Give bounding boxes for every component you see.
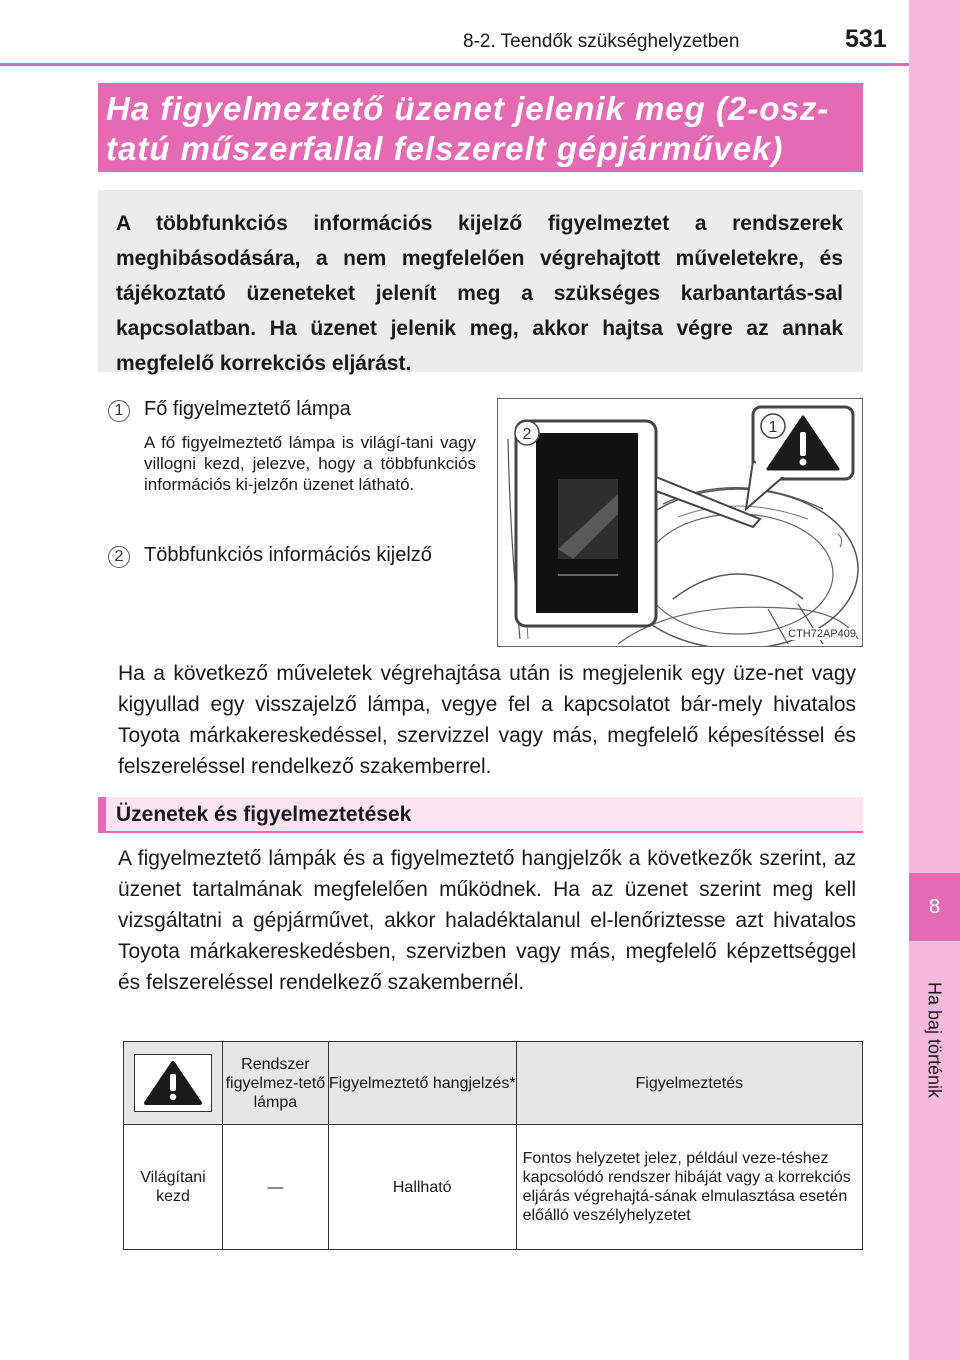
paragraph-contact-dealer: Ha a következő műveletek végrehajtása után is megjelenik egy üze-net vagy kigyullad egy visszajelző lámpa, vegye fel a kapcsolatot bár-mely hivatalos Toyota márkakereskedéssel, szervizzel vagy más, megfelelő képesítéssel és felszereléssel rendelkező szakemberrel. (118, 662, 856, 778)
chapter-label-wrap (916, 970, 952, 1110)
table-cell-lamp: — (222, 1125, 328, 1250)
table-header-warning: Figyelmeztetés (516, 1042, 862, 1125)
intro-text: A többfunkciós információs kijelző figyelmeztet a rendszerek meghibásodására, a nem megfelelően végrehajtott műveletekre, és tájékoztató üzeneteket jelenít meg a szükséges karbantartás-sal kapcsolatban. Ha üzenet jelenik meg, akkor hajtsa végre az annak megfelelő korrekciós eljárást. (116, 212, 843, 375)
subtitle-rule (98, 831, 863, 833)
item-number-2: 2 (108, 546, 130, 568)
warning-icon-box (134, 1054, 212, 1112)
callout-2: 2 (522, 426, 532, 443)
title-line-2: tatú műszerfallal felszerelt gépjárművek) (106, 130, 784, 167)
illustration-code: CTH72AP409 (788, 628, 856, 640)
dashboard-drawing (498, 399, 863, 647)
item-title-1: Fő figyelmeztető lámpa (144, 398, 351, 420)
item-title-2: Többfunkciós információs kijelző (144, 544, 432, 566)
paragraph-warnings: A figyelmeztető lámpák és a figyelmeztető hangjelzők a következők szerint, az üzenet tartalmának megfelelően működnek. Ha az üzenet szerint meg kell vizsgáltatni a gépjárművet, akkor haladéktalanul el-lenőriztesse azt hivatalos Toyota márkakereskedésben, szervizben vagy más, megfelelő képzettséggel és felszereléssel rendelkező szakembernél. (118, 847, 856, 994)
table-header-icon-cell (124, 1042, 223, 1125)
title-box (98, 83, 863, 172)
dashboard-illustration (497, 398, 863, 647)
section-heading: 8-2. Teendők szükséghelyzetben (463, 31, 740, 52)
subtitle-box (98, 797, 863, 833)
title-line-1: Ha figyelmeztető üzenet jelenik meg (2-osz- (106, 90, 830, 127)
warning-table (123, 1041, 863, 1250)
table-header-row (124, 1042, 863, 1125)
table-cell-state: Világítani kezd (124, 1125, 223, 1250)
table-header-lamp: Rendszer figyelmez-tető lámpa (222, 1042, 328, 1125)
header-rule (0, 63, 909, 66)
chapter-number: 8 (928, 895, 941, 918)
subtitle-text: Üzenetek és figyelmeztetések (116, 803, 412, 826)
table-cell-warning: Fontos helyzetet jelez, például veze-téshez kapcsolódó rendszer hibáját vagy a korrekciós eljárás végrehajtá-sának elmulasztása esetén előálló veszélyhelyzetet (516, 1125, 862, 1250)
table-header-buzzer: Figyelmeztető hangjelzés* (328, 1042, 516, 1125)
chapter-side-tab (909, 0, 960, 1360)
item-number-1: 1 (108, 400, 130, 422)
table-cell-buzzer: Hallható (328, 1125, 516, 1250)
warning-triangle-icon (140, 1058, 206, 1108)
chapter-label: Ha baj történik (924, 981, 945, 1099)
page-number: 531 (845, 25, 887, 53)
intro-box (98, 190, 863, 375)
chapter-number-box (909, 873, 960, 941)
item-description-1: A fő figyelmeztető lámpa is világí-tani vagy villogni kezd, jelezve, hogy a többfunkciós információs ki-jelzőn üzenet látható. (144, 433, 476, 494)
table-row (124, 1125, 863, 1250)
callout-1: 1 (768, 419, 778, 436)
